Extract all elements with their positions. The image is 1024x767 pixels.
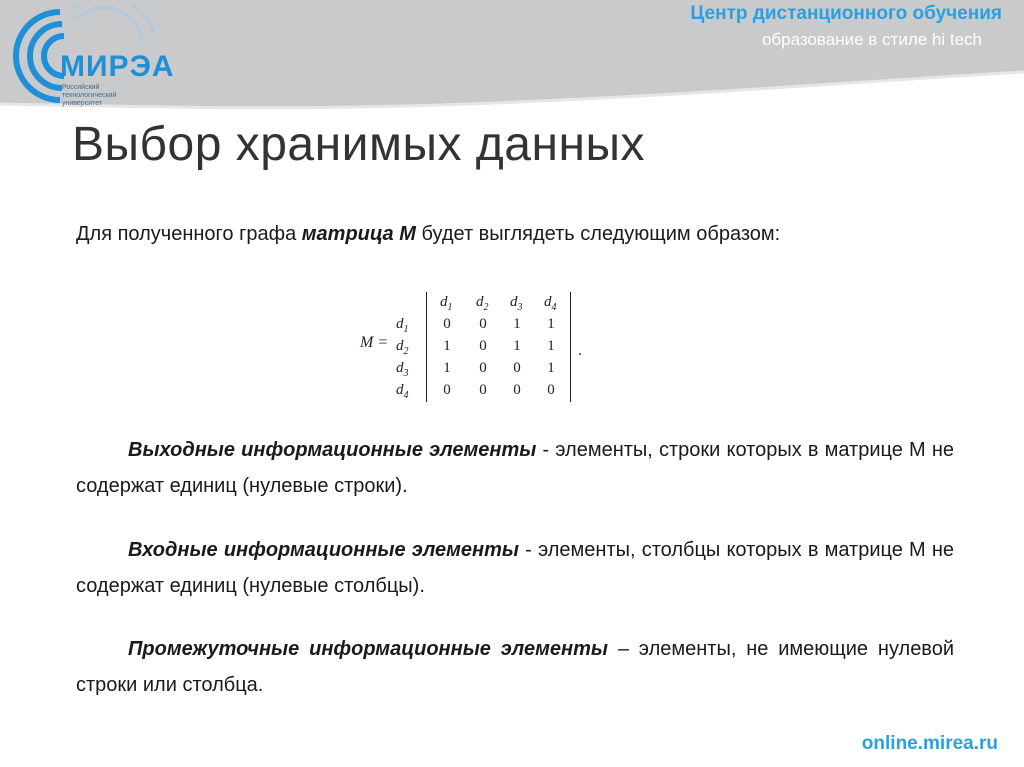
center-subtitle: образование в стиле hi tech <box>761 30 982 49</box>
matrix-cell: 1 <box>443 360 451 376</box>
matrix-cell: 1 <box>547 338 555 354</box>
definition-term: Входные информационные элементы <box>128 539 519 561</box>
intro-matrix-term: матрица М <box>301 223 416 245</box>
matrix-row-label: $d_1$ <box>396 316 409 335</box>
matrix-figure <box>360 292 600 404</box>
matrix-left-bar <box>426 292 427 402</box>
definition-output <box>76 432 954 504</box>
definition-text: – элементы, не имеющие нулевой строки или столбца. <box>76 638 955 696</box>
matrix-cell: 0 <box>443 382 451 398</box>
definition-intermediate <box>76 631 954 703</box>
matrix-col-header: $d_2$ <box>476 294 489 313</box>
matrix-col-header: $d_1$ <box>440 294 453 313</box>
mirea-logo <box>4 4 174 112</box>
matrix-cell: 0 <box>443 316 451 332</box>
definition-term: Выходные информационные элементы <box>128 439 537 461</box>
definition-text: - элементы, строки которых в матрице М не содержат единиц (нулевые строки). <box>76 439 954 497</box>
slide-title: Выбор хранимых данных <box>72 118 645 171</box>
matrix-col-header: $d_4$ <box>544 294 557 313</box>
matrix-cell: 0 <box>479 382 487 398</box>
definition-input <box>76 532 954 604</box>
matrix-cell: 1 <box>547 360 555 376</box>
matrix-cell: 1 <box>443 338 451 354</box>
definition-text: - элементы, столбцы которых в матрице М не содержат единиц (нулевые столбцы). <box>76 539 955 597</box>
matrix-cell: 1 <box>547 316 555 332</box>
intro-start: Для полученного графа <box>76 223 302 245</box>
footer-url: online.mirea.ru <box>861 733 998 754</box>
matrix-cell: 1 <box>513 338 521 354</box>
center-title: Центр дистанционного обучения <box>690 3 1002 24</box>
matrix-cell: 1 <box>513 316 521 332</box>
intro-end: будет выглядеть следующим образом: <box>415 223 781 245</box>
matrix-right-bar <box>570 292 571 402</box>
matrix-cell: 0 <box>479 316 487 332</box>
matrix-name: M = <box>360 334 389 351</box>
matrix-cell: 0 <box>513 360 521 376</box>
definition-term: Промежуточные информационные элементы <box>128 638 608 660</box>
matrix-cell: 0 <box>513 382 521 398</box>
header-band <box>0 0 1024 110</box>
matrix-cell: 0 <box>479 338 487 354</box>
matrix-col-header: $d_3$ <box>510 294 523 313</box>
matrix-row-label: $d_4$ <box>396 382 409 401</box>
matrix-row-label: $d_2$ <box>396 338 409 357</box>
logo-text: МИРЭА <box>60 50 175 83</box>
matrix-terminator: . <box>578 342 582 359</box>
intro-paragraph <box>76 216 954 252</box>
logo-subtitle: Российский технологический университет <box>62 84 117 107</box>
matrix-cell: 0 <box>479 360 487 376</box>
matrix-row-label: $d_3$ <box>396 360 409 379</box>
matrix-cell: 0 <box>547 382 555 398</box>
